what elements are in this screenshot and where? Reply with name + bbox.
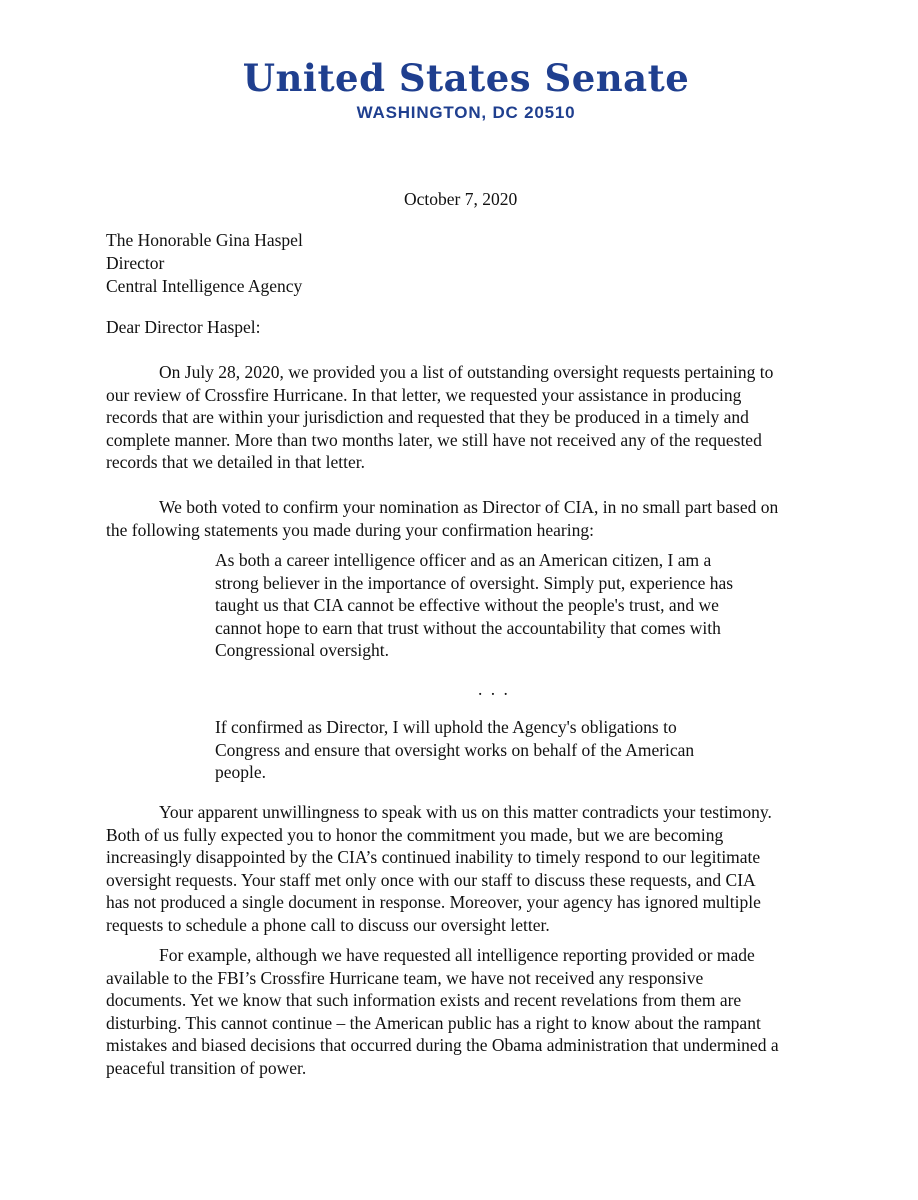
paragraph-line: our review of Crossfire Hurricane. In that letter, we requested your assistance in producing	[106, 384, 742, 405]
addressee-block	[106, 229, 303, 298]
quote-line: strong believer in the importance of oversight. Simply put, experience has	[215, 572, 734, 593]
paragraph-line: Your apparent unwillingness to speak with us on this matter contradicts your testimony.	[159, 802, 772, 822]
paragraph-line: oversight requests. Your staff met only once with our staff to discuss these requests, and CIA	[106, 869, 756, 890]
paragraph-line: records that we detailed in that letter.	[106, 452, 365, 472]
quote-2	[215, 716, 775, 784]
paragraph-line: available to the FBI’s Crossfire Hurricane team, we have not received any responsive	[106, 967, 704, 988]
paragraph-line: records that are within your jurisdiction and requested that they be produced in a timely and	[106, 407, 749, 427]
quote-ellipsis: . . .	[478, 679, 510, 699]
quote-line: people.	[215, 762, 267, 782]
quote-1	[215, 549, 775, 662]
paragraph-line: We both voted to confirm your nomination as Director of CIA, in no small part based on	[159, 497, 779, 517]
paragraph-line: mistakes and biased decisions that occurred during the Obama administration that undermined a	[106, 1035, 779, 1055]
salutation: Dear Director Haspel:	[106, 317, 261, 337]
paragraph-line: Both of us fully expected you to honor the commitment you made, but we are becoming	[106, 824, 724, 845]
paragraph-line: For example, although we have requested all intelligence reporting provided or made	[159, 945, 755, 965]
paragraph-line: has not produced a single document in response. Moreover, your agency has ignored multiple	[106, 892, 761, 912]
senate-title: United States Senate	[242, 56, 690, 100]
quote-line: taught us that CIA cannot be effective without the people's trust, and we	[215, 595, 719, 615]
paragraph-line: On July 28, 2020, we provided you a list of outstanding oversight requests pertaining to	[159, 362, 774, 382]
letterhead	[0, 58, 918, 123]
paragraph-line: the following statements you made during your confirmation hearing:	[106, 519, 594, 540]
paragraph-4	[106, 944, 821, 1079]
paragraph-line: documents. Yet we know that such information exists and recent revelations from them are	[106, 990, 742, 1010]
addressee-name: The Honorable Gina Haspel	[106, 230, 303, 250]
paragraph-line: requests to schedule a phone call to discuss our oversight letter.	[106, 914, 550, 935]
quote-line: As both a career intelligence officer and as an American citizen, I am a	[215, 550, 712, 570]
paragraph-1	[106, 361, 821, 474]
senate-location: WASHINGTON, DC 20510	[356, 103, 576, 122]
letter-date: October 7, 2020	[404, 189, 518, 209]
paragraph-line: peaceful transition of power.	[106, 1057, 307, 1078]
paragraph-3	[106, 801, 821, 936]
quote-line: Congressional oversight.	[215, 640, 390, 660]
addressee-agency: Central Intelligence Agency	[106, 276, 303, 296]
paragraph-line: complete manner. More than two months later, we still have not received any of the requested	[106, 429, 762, 450]
paragraph-line: increasingly disappointed by the CIA’s continued inability to timely respond to our legitimate	[106, 847, 761, 867]
paragraph-line: disturbing. This cannot continue – the American public has a right to know about the rampant	[106, 1012, 761, 1033]
addressee-title: Director	[106, 253, 165, 273]
quote-line: cannot hope to earn that trust without the accountability that comes with	[215, 617, 721, 638]
quote-line: Congress and ensure that oversight works on behalf of the American	[215, 739, 695, 760]
paragraph-2	[106, 496, 821, 541]
quote-line: If confirmed as Director, I will uphold the Agency's obligations to	[215, 717, 677, 737]
